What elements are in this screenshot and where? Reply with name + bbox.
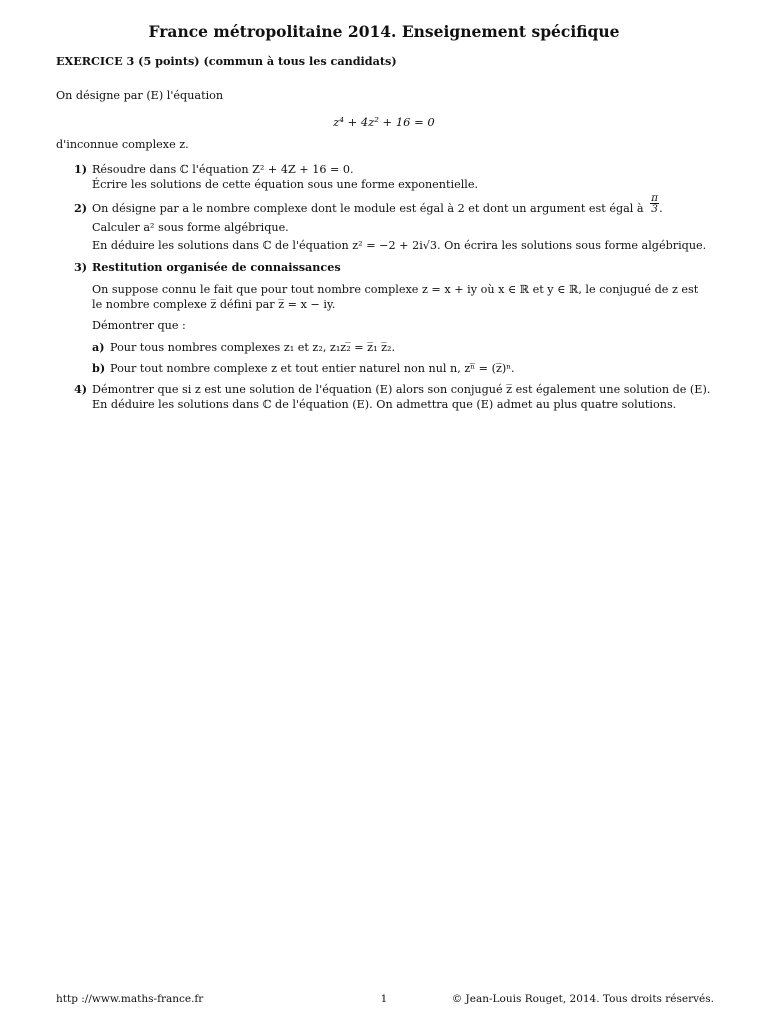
main-equation: z⁴ + 4z² + 16 = 0 xyxy=(333,115,435,129)
question-1-number: 1) xyxy=(74,162,88,176)
page-title: France métropolitaine 2014. Enseignement spécifique xyxy=(148,22,620,41)
unknown-text: d'inconnue complexe z. xyxy=(56,138,189,151)
question-1-line-2: Écrire les solutions de cette équation sous une forme exponentielle. xyxy=(92,178,479,191)
question-2-line-3: En déduire les solutions dans ℂ de l'équation z² = −2 + 2i√3. On écrira les solutions sous forme algébrique. xyxy=(92,239,707,252)
question-4-line-1: Démontrer que si z est une solution de l'équation (E) alors son conjugué z̅ est également une solution de (E). xyxy=(92,383,711,396)
question-3-title: Restitution organisée de connaissances xyxy=(92,260,341,274)
fraction-numerator: π xyxy=(651,191,659,204)
footer-copyright: © Jean-Louis Rouget, 2014. Tous droits réservés. xyxy=(451,993,714,1005)
question-2-line-1 xyxy=(92,191,663,217)
question-3a-text: Pour tous nombres complexes z₁ et z₂, z₁z₂̅ = z̅₁ z̅₂. xyxy=(110,341,396,354)
fraction-denominator: 3 xyxy=(651,202,658,215)
question-2-line-2: Calculer a² sous forme algébrique. xyxy=(92,221,289,234)
exercise-heading: EXERCICE 3 (5 points) (commun à tous les candidats) xyxy=(56,54,397,68)
question-4-line-2: En déduire les solutions dans ℂ de l'équation (E). On admettra que (E) admet au plus quatre solutions. xyxy=(92,398,677,411)
question-2-line-1-text: On désigne par a le nombre complexe dont le module est égal à 2 et dont un argument est égal à xyxy=(92,202,644,215)
question-2-number: 2) xyxy=(74,201,88,215)
question-4-number: 4) xyxy=(74,382,88,396)
question-3b-label: b) xyxy=(92,361,106,375)
question-3-prove: Démontrer que : xyxy=(92,319,186,332)
question-3-para-line-1: On suppose connu le fait que pour tout nombre complexe z = x + iy où x ∈ ℝ et y ∈ ℝ, le conjugué de z est xyxy=(92,283,699,296)
footer-url: http ://www.maths-france.fr xyxy=(56,993,204,1005)
question-3a-label: a) xyxy=(92,340,105,354)
question-3-para-line-2: le nombre complexe z̅ défini par z̅ = x − iy. xyxy=(92,298,336,311)
question-1-line-1: Résoudre dans ℂ l'équation Z² + 4Z + 16 = 0. xyxy=(92,163,354,176)
fraction-period: . xyxy=(659,202,663,215)
footer-page-number: 1 xyxy=(380,993,388,1005)
pi-over-3-fraction xyxy=(650,193,659,214)
question-3b-text: Pour tout nombre complexe z et tout entier naturel non nul n, zⁿ̅ = (z̅)ⁿ. xyxy=(110,362,515,375)
intro-text: On désigne par (E) l'équation xyxy=(56,89,224,102)
question-3-number: 3) xyxy=(74,260,88,274)
